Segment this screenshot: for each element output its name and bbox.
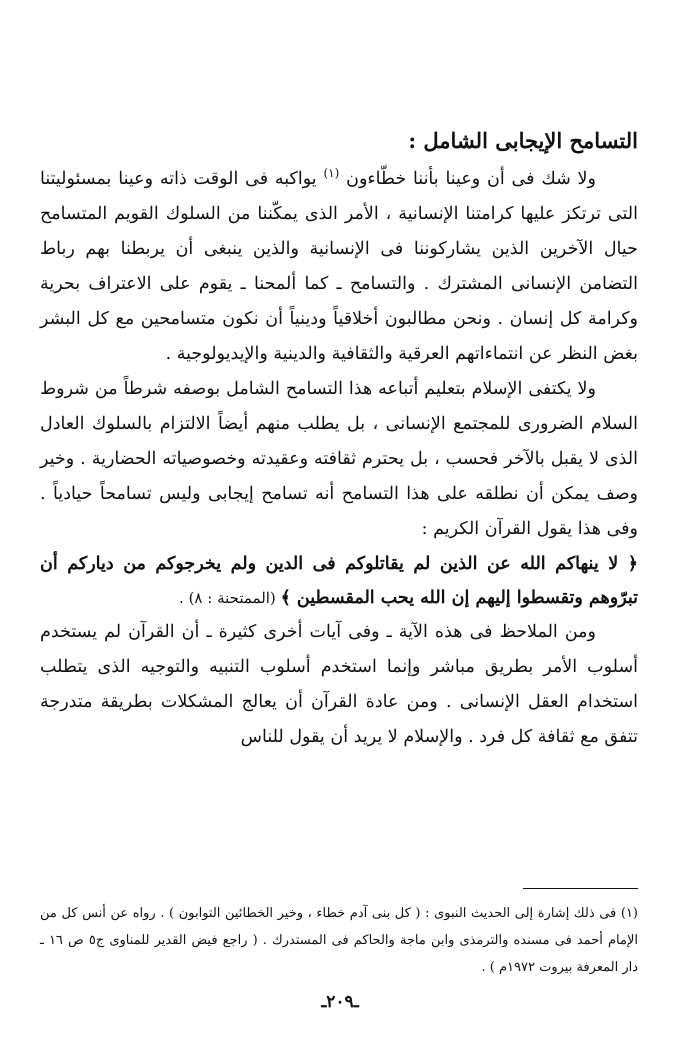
footnote: (١) فى ذلك إشارة إلى الحديث النبوى : ( كل بنى آدم خطاء ، وخير الخطائين التوابون ) . رواه عن أنس كل من الإمام أحمد فى مسنده والترمذى وابن ماجة والحاكم فى المستدرك . ( راجع فيض القدير للمناوى ج٥ ص ١٦ ـ دار المعرفة بيروت ١٩٧٢م ) . <box>40 906 638 975</box>
paragraph-1 <box>40 162 638 372</box>
paragraph-1-rest: يواكبه فى الوقت ذاته وعينا بمسئوليتنا التى ترتكز عليها كرامتنا الإنسانية ، الأمر الذى يمكّننا من السلوك القويم المتسامح حيال الآخرين الذين يشاركوننا فى الإنسانية والذين ينبغى أن يربطنا بهم رباط التضامن الإنسانى المشترك . والتسامح ـ كما ألمحنا ـ يقوم على الاعتراف بحرية وكرامة كل إنسان . ونحن مطالبون أخلاقياً ودينياً أن نكون متسامحين مع كل البشر بغض النظر عن انتماءاتهم العرقية والثقافية والدينية والإيديولوجية . <box>40 169 638 364</box>
paragraph-2: ولا يكتفى الإسلام بتعليم أتباعه هذا التسامح الشامل بوصفه شرطاً من شروط السلام الضرورى للمجتمع الإنسانى ، بل يطلب منهم أيضاً الالتزام بالسلوك العادل الذى لا يقبل بالآخر فحسب ، بل يحترم ثقافته وعقيدته وخصوصياته الحضارية . وخير وصف يمكن أن نطلقه على هذا التسامح أنه تسامح إيجابى وليس تسامحاً حيادياً . وفى هذا يقول القرآن الكريم : <box>40 379 638 539</box>
section-heading: التسامح الإيجابى الشامل : <box>408 128 638 153</box>
paragraph-3: ومن الملاحظ فى هذه الآية ـ وفى آيات أخرى كثيرة ـ أن القرآن لم يستخدم أسلوب الأمر بطريق مباشر وإنما استخدم أسلوب التنبيه والتوجيه الذى يتطلب استخدام العقل الإنسانى . ومن عادة القرآن أن يعالج المشكلات بطريقة متدرجة تتفق مع ثقافة كل فرد . والإسلام لا يريد أن يقول للناس <box>40 622 638 747</box>
quote-text: ﴿ لا ينهاكم الله عن الذين لم يقاتلوكم فى الدين ولم يخرجوكم من دياركم أن تبرّوهم وتقسطوا إليهم إن الله يحب المقسطين ﴾ <box>40 554 638 608</box>
page-number: ـ٢٠٩ـ <box>321 992 359 1012</box>
quran-quote <box>40 547 638 615</box>
quote-reference: (الممتحنة : ٨) . <box>179 589 281 607</box>
footnote-marker: (١) <box>323 166 340 181</box>
footnote-divider <box>523 888 638 889</box>
paragraph-1-start: ولا شك فى أن وعينا بأننا خطّاءون <box>346 169 596 189</box>
